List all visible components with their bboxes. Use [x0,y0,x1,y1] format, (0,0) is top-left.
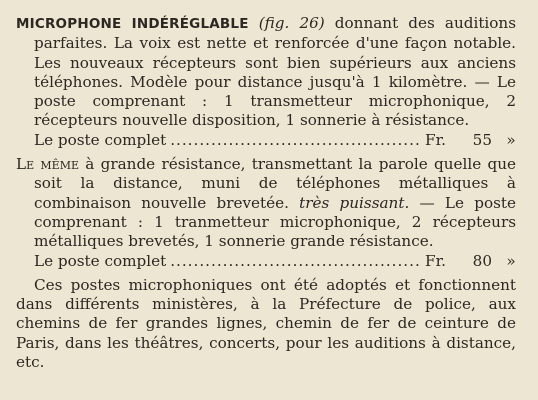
price-unit: » [506,130,516,149]
entry-emphasis: très puissant. [299,193,410,212]
currency: Fr. [425,251,446,270]
price-line-1 [16,131,516,150]
price-amount: 80 [472,251,492,270]
entry-grande-resistance [16,155,516,251]
entry-heading: MICROPHONE INDÉRÉGLABLE [16,16,249,32]
dot-leader [170,252,421,271]
entry-description-a: à grande résistance, transmettant la parole quelle que soit la distance, muni de téléphones métalliques à combinaison nouvelle brevetée. [34,155,517,212]
entry-microphone [16,14,516,131]
price-amount: 55 [472,130,492,149]
figure-ref: (fig. 26) [258,14,325,32]
entry-lead: Le même [16,155,79,174]
entry-description-b: — Le poste comprenant : 1 tranmetteur microphonique, 2 récepteurs métalliques brevetés, 1 sonnerie grande résistance. [34,193,516,251]
price-unit: » [506,251,516,270]
dot-leader [170,131,421,150]
entry-description: donnant des auditions parfaites. La voix est nette et renforcée d'une façon notable. Les nouveaux récepteurs sont bien supérieurs aux anciens téléphones. Modèle pour distance jusqu'à 1 kilomètre. — Le poste comprenant : 1 transmetteur microphonique, 2 récepteurs nouvelle disposition, 1 sonnerie à résistance. [34,14,516,130]
price-label: Le poste complet [34,251,167,270]
price-label: Le poste complet [34,130,167,149]
price-line-2 [16,252,516,271]
currency: Fr. [425,130,446,149]
usage-note: Ces postes microphoniques ont été adoptés et fonctionnent dans différents ministères, à la Préfecture de police, aux chemins de fer grandes lignes, chemin de fer de ceinture de Paris, dans les théâtres, concerts, pour les auditions à distance, etc. [16,275,516,372]
